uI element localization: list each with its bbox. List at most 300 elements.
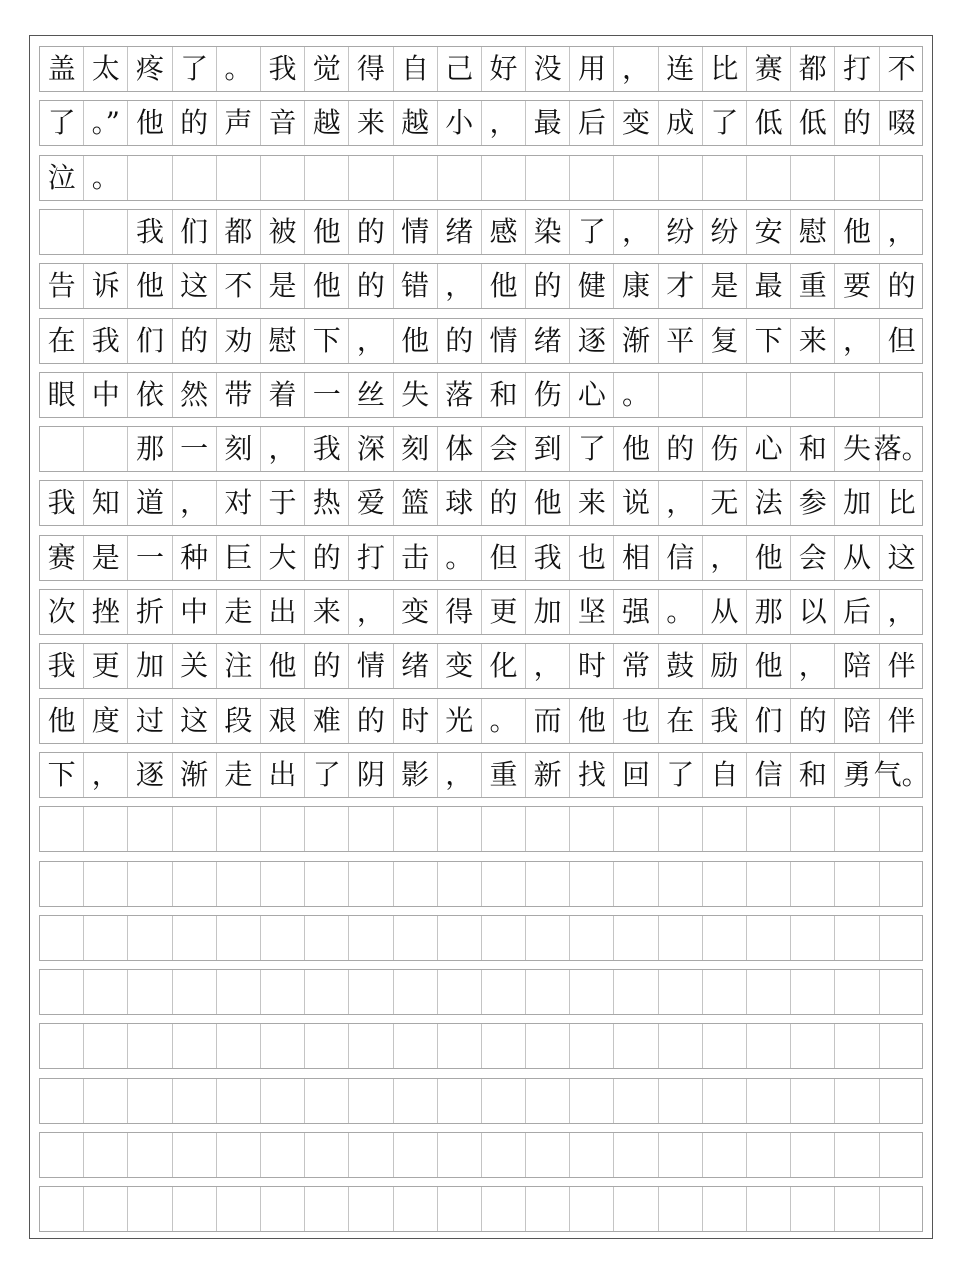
grid-cell xyxy=(482,1133,526,1177)
grid-row xyxy=(39,263,923,309)
grid-cell xyxy=(84,807,128,851)
grid-cell: 啜 xyxy=(887,106,916,140)
grid-cell: 。 xyxy=(438,536,482,580)
grid-cell: 对 xyxy=(217,481,261,525)
grid-cell xyxy=(305,1133,349,1177)
grid-cell xyxy=(84,1187,128,1231)
grid-cell: 的 xyxy=(173,101,217,145)
grid-cell xyxy=(217,1079,261,1123)
grid-cell: 说 xyxy=(614,481,658,525)
grid-cell: 慰 xyxy=(791,210,835,254)
grid-cell: 他 xyxy=(261,644,305,688)
grid-cell: ， xyxy=(261,427,305,471)
grid-cell: 渐 xyxy=(614,319,658,363)
grid-cell: 我 xyxy=(305,427,349,471)
grid-cell: 打 xyxy=(835,47,879,91)
grid-cell: 但 xyxy=(482,536,526,580)
grid-cell: ， xyxy=(438,753,482,797)
grid-cell xyxy=(173,970,217,1014)
grid-cell xyxy=(394,1079,438,1123)
grid-cell: 赛 xyxy=(40,536,84,580)
grid-cell: 不 xyxy=(887,52,916,85)
grid-cell: 低 xyxy=(747,101,791,145)
grid-cell: 影 xyxy=(394,753,438,797)
grid-cell: ， xyxy=(349,590,393,634)
grid-cell xyxy=(880,970,924,1014)
grid-cell: 失 xyxy=(394,373,438,417)
grid-cell xyxy=(217,916,261,960)
grid-cell: 越 xyxy=(305,101,349,145)
grid-row xyxy=(39,535,923,581)
grid-cell xyxy=(614,156,658,200)
grid-cell: 太 xyxy=(84,47,128,91)
grid-cell xyxy=(703,373,747,417)
grid-cell: 伤 xyxy=(526,373,570,417)
grid-cell: 在 xyxy=(40,319,84,363)
grid-cell: 于 xyxy=(261,481,305,525)
grid-cell: 一 xyxy=(128,536,172,580)
grid-cell xyxy=(880,807,924,851)
grid-cell xyxy=(703,156,747,200)
grid-cell: 得 xyxy=(349,47,393,91)
grid-cell xyxy=(173,1079,217,1123)
grid-cell: 丝 xyxy=(349,373,393,417)
grid-cell xyxy=(349,1187,393,1231)
grid-cell xyxy=(791,373,835,417)
grid-cell: 那 xyxy=(128,427,172,471)
grid-cell xyxy=(40,1187,84,1231)
grid-cell xyxy=(526,862,570,906)
grid-cell: 来 xyxy=(349,101,393,145)
grid-cell xyxy=(747,373,791,417)
grid-cell xyxy=(261,1187,305,1231)
grid-cell: 他 xyxy=(526,481,570,525)
grid-cell xyxy=(438,1079,482,1123)
grid-cell xyxy=(703,1024,747,1068)
grid-cell xyxy=(614,1133,658,1177)
grid-cell: 知 xyxy=(84,481,128,525)
grid-cell xyxy=(791,916,835,960)
grid-cell xyxy=(40,1079,84,1123)
grid-cell: 他 xyxy=(40,699,84,743)
grid-cell xyxy=(880,862,924,906)
grid-cell: 的 xyxy=(173,319,217,363)
grid-row xyxy=(39,861,923,907)
grid-cell: 走 xyxy=(217,753,261,797)
grid-cell: 关 xyxy=(173,644,217,688)
grid-row xyxy=(39,100,923,146)
grid-cell: 折 xyxy=(128,590,172,634)
grid-cell: 不 xyxy=(217,264,261,308)
grid-cell: 信 xyxy=(659,536,703,580)
grid-cell xyxy=(659,970,703,1014)
grid-row xyxy=(39,480,923,526)
grid-cell: 篮 xyxy=(394,481,438,525)
grid-cell: 了 xyxy=(570,210,614,254)
grid-row xyxy=(39,1078,923,1124)
grid-cell: 的 xyxy=(349,210,393,254)
grid-cell xyxy=(570,1133,614,1177)
grid-cell: 纷 xyxy=(703,210,747,254)
grid-cell xyxy=(482,862,526,906)
grid-cell: 都 xyxy=(791,47,835,91)
grid-cell: 出 xyxy=(261,590,305,634)
grid-cell: 时 xyxy=(570,644,614,688)
grid-cell: 难 xyxy=(305,699,349,743)
grid-cell: 慰 xyxy=(261,319,305,363)
grid-cell xyxy=(173,807,217,851)
grid-cell xyxy=(659,1133,703,1177)
grid-cell xyxy=(614,1079,658,1123)
grid-cell: 都 xyxy=(217,210,261,254)
grid-cell xyxy=(791,970,835,1014)
grid-cell: 健 xyxy=(570,264,614,308)
grid-cell xyxy=(526,1079,570,1123)
grid-cell: 参 xyxy=(791,481,835,525)
grid-cell: 绪 xyxy=(394,644,438,688)
grid-cell: 比 xyxy=(887,486,916,520)
grid-cell: 。 xyxy=(84,156,128,200)
grid-cell: 注 xyxy=(217,644,261,688)
grid-cell: 打 xyxy=(349,536,393,580)
grid-cell xyxy=(128,916,172,960)
grid-cell: 最 xyxy=(747,264,791,308)
grid-cell: 挫 xyxy=(84,590,128,634)
grid-cell: 和 xyxy=(791,753,835,797)
grid-row xyxy=(39,915,923,961)
grid-cell xyxy=(880,1024,924,1068)
grid-cell: 他 xyxy=(835,210,879,254)
grid-cell: 深 xyxy=(349,427,393,471)
grid-cell: 了 xyxy=(570,427,614,471)
grid-cell: 相 xyxy=(614,536,658,580)
grid-cell: 我 xyxy=(40,644,84,688)
grid-cell: ， xyxy=(438,264,482,308)
grid-cell xyxy=(614,916,658,960)
grid-cell: 音 xyxy=(261,101,305,145)
grid-cell: 找 xyxy=(570,753,614,797)
grid-cell: 心 xyxy=(570,373,614,417)
grid-cell: 击 xyxy=(394,536,438,580)
grid-cell xyxy=(747,1079,791,1123)
grid-cell xyxy=(305,862,349,906)
grid-cell: 疼 xyxy=(128,47,172,91)
grid-cell xyxy=(217,862,261,906)
grid-cell: 和 xyxy=(482,373,526,417)
grid-cell xyxy=(349,1024,393,1068)
grid-cell: 最 xyxy=(526,101,570,145)
grid-cell xyxy=(394,862,438,906)
grid-cell xyxy=(614,1187,658,1231)
grid-cell xyxy=(349,1079,393,1123)
grid-cell: 安 xyxy=(747,210,791,254)
grid-cell: 加 xyxy=(835,481,879,525)
grid-cell xyxy=(835,1079,879,1123)
grid-cell xyxy=(173,916,217,960)
grid-cell: 眼 xyxy=(40,373,84,417)
grid-cell: 的 xyxy=(659,427,703,471)
grid-cell: 低 xyxy=(791,101,835,145)
grid-cell: 这 xyxy=(887,540,916,574)
grid-cell xyxy=(40,1024,84,1068)
grid-cell: 陪 xyxy=(835,699,879,743)
grid-cell: 也 xyxy=(614,699,658,743)
grid-cell: 常 xyxy=(614,644,658,688)
grid-cell xyxy=(880,1133,924,1177)
grid-row xyxy=(39,46,923,92)
grid-cell: 他 xyxy=(305,210,349,254)
grid-cell: ， xyxy=(791,644,835,688)
grid-cell: 刻 xyxy=(394,427,438,471)
grid-cell xyxy=(703,862,747,906)
grid-cell: ， xyxy=(703,536,747,580)
grid-cell xyxy=(173,1024,217,1068)
grid-cell: ， xyxy=(84,753,128,797)
grid-cell xyxy=(747,1024,791,1068)
grid-cell: 。 xyxy=(659,590,703,634)
grid-cell: 坚 xyxy=(570,590,614,634)
grid-cell xyxy=(438,156,482,200)
grid-cell: 他 xyxy=(128,101,172,145)
grid-cell xyxy=(438,807,482,851)
grid-cell: 走 xyxy=(217,590,261,634)
grid-cell: 伴 xyxy=(887,649,916,683)
grid-cell: 过 xyxy=(128,699,172,743)
grid-cell: 自 xyxy=(703,753,747,797)
grid-cell: 无 xyxy=(703,481,747,525)
grid-row xyxy=(39,372,923,418)
grid-cell xyxy=(128,807,172,851)
grid-cell: 他 xyxy=(614,427,658,471)
grid-cell xyxy=(835,156,879,200)
grid-cell xyxy=(305,916,349,960)
grid-cell xyxy=(659,1024,703,1068)
grid-cell: 艰 xyxy=(261,699,305,743)
grid-row xyxy=(39,643,923,689)
grid-cell xyxy=(659,862,703,906)
grid-cell: 的 xyxy=(305,536,349,580)
grid-cell: 他 xyxy=(482,264,526,308)
grid-cell: 错 xyxy=(394,264,438,308)
grid-cell: 了 xyxy=(659,753,703,797)
grid-cell: ， xyxy=(887,214,916,248)
grid-cell xyxy=(835,916,879,960)
grid-cell: 的 xyxy=(438,319,482,363)
grid-cell xyxy=(659,1187,703,1231)
grid-cell: 的 xyxy=(791,699,835,743)
grid-cell xyxy=(438,1187,482,1231)
grid-row xyxy=(39,589,923,635)
grid-cell: 变 xyxy=(438,644,482,688)
grid-cell: 心 xyxy=(747,427,791,471)
grid-cell: ， xyxy=(173,481,217,525)
grid-cell: 来 xyxy=(791,319,835,363)
grid-cell xyxy=(40,427,84,471)
grid-cell: 告 xyxy=(40,264,84,308)
grid-cell xyxy=(747,1133,791,1177)
grid-cell: 重 xyxy=(791,264,835,308)
grid-cell xyxy=(173,1187,217,1231)
grid-cell: 陪 xyxy=(835,644,879,688)
grid-cell: 到 xyxy=(526,427,570,471)
grid-cell xyxy=(526,970,570,1014)
grid-cell xyxy=(438,1133,482,1177)
grid-cell xyxy=(570,1024,614,1068)
grid-cell: 渐 xyxy=(173,753,217,797)
grid-cell xyxy=(128,156,172,200)
grid-cell xyxy=(217,970,261,1014)
grid-cell xyxy=(261,156,305,200)
grid-cell xyxy=(349,1133,393,1177)
grid-cell: 越 xyxy=(394,101,438,145)
grid-cell xyxy=(128,862,172,906)
grid-cell xyxy=(835,807,879,851)
grid-cell: 来 xyxy=(305,590,349,634)
grid-cell: 用 xyxy=(570,47,614,91)
grid-cell: 化 xyxy=(482,644,526,688)
grid-cell: 得 xyxy=(438,590,482,634)
grid-cell: 我 xyxy=(84,319,128,363)
grid-row xyxy=(39,1023,923,1069)
grid-cell: 他 xyxy=(570,699,614,743)
grid-cell: 以 xyxy=(791,590,835,634)
grid-cell: 们 xyxy=(747,699,791,743)
grid-cell: 纷 xyxy=(659,210,703,254)
grid-cell xyxy=(261,970,305,1014)
grid-cell: 情 xyxy=(482,319,526,363)
grid-cell: 那 xyxy=(747,590,791,634)
grid-cell xyxy=(747,916,791,960)
grid-cell xyxy=(40,970,84,1014)
grid-cell xyxy=(526,807,570,851)
grid-cell: 他 xyxy=(747,536,791,580)
grid-cell xyxy=(482,916,526,960)
grid-cell xyxy=(835,1024,879,1068)
grid-cell: 的 xyxy=(305,644,349,688)
grid-cell xyxy=(791,862,835,906)
grid-cell xyxy=(305,156,349,200)
grid-cell xyxy=(128,1024,172,1068)
grid-cell: 强 xyxy=(614,590,658,634)
grid-cell xyxy=(791,1079,835,1123)
grid-cell xyxy=(349,807,393,851)
grid-cell: 我 xyxy=(128,210,172,254)
grid-cell: 逐 xyxy=(128,753,172,797)
grid-cell: 勇 xyxy=(835,753,879,797)
grid-cell xyxy=(570,1079,614,1123)
grid-cell xyxy=(394,156,438,200)
grid-cell xyxy=(614,862,658,906)
grid-cell: 声 xyxy=(217,101,261,145)
grid-cell xyxy=(261,1079,305,1123)
grid-cell xyxy=(482,807,526,851)
grid-cell: 的 xyxy=(835,101,879,145)
grid-cell: 们 xyxy=(173,210,217,254)
grid-cell xyxy=(217,1024,261,1068)
grid-cell xyxy=(394,1187,438,1231)
grid-cell: 会 xyxy=(791,536,835,580)
grid-cell: 加 xyxy=(128,644,172,688)
grid-cell xyxy=(173,1133,217,1177)
grid-cell: ， xyxy=(835,319,879,363)
grid-cell: 会 xyxy=(482,427,526,471)
grid-cell xyxy=(84,1133,128,1177)
grid-cell: 时 xyxy=(394,699,438,743)
grid-cell xyxy=(835,1133,879,1177)
grid-cell: 段 xyxy=(217,699,261,743)
grid-cell xyxy=(703,916,747,960)
grid-row xyxy=(39,1186,923,1232)
grid-row xyxy=(39,209,923,255)
grid-cell: 赛 xyxy=(747,47,791,91)
grid-cell: 带 xyxy=(217,373,261,417)
grid-cell: 觉 xyxy=(305,47,349,91)
grid-cell: 。 xyxy=(614,373,658,417)
grid-cell xyxy=(526,156,570,200)
grid-cell: 伴 xyxy=(887,703,916,737)
grid-cell: 鼓 xyxy=(659,644,703,688)
grid-cell: 阴 xyxy=(349,753,393,797)
grid-cell: 和 xyxy=(791,427,835,471)
grid-cell xyxy=(438,970,482,1014)
grid-cell xyxy=(791,1187,835,1231)
grid-cell xyxy=(835,373,879,417)
grid-cell: 盖 xyxy=(40,47,84,91)
grid-cell: 气。 xyxy=(873,757,930,791)
grid-cell: 染 xyxy=(526,210,570,254)
grid-cell: 变 xyxy=(614,101,658,145)
grid-cell: 泣 xyxy=(40,156,84,200)
grid-cell xyxy=(659,916,703,960)
grid-cell: ， xyxy=(659,481,703,525)
grid-cell: 信 xyxy=(747,753,791,797)
grid-cell xyxy=(261,1024,305,1068)
grid-cell xyxy=(570,862,614,906)
grid-cell xyxy=(305,807,349,851)
grid-cell xyxy=(835,970,879,1014)
grid-cell: 。” xyxy=(84,101,128,145)
grid-cell xyxy=(791,156,835,200)
grid-cell xyxy=(173,862,217,906)
grid-cell: 回 xyxy=(614,753,658,797)
grid-cell: 来 xyxy=(570,481,614,525)
grid-cell: 好 xyxy=(482,47,526,91)
grid-cell xyxy=(880,916,924,960)
grid-cell: 劝 xyxy=(217,319,261,363)
grid-cell xyxy=(526,1187,570,1231)
grid-cell xyxy=(614,807,658,851)
grid-cell: 新 xyxy=(526,753,570,797)
grid-cell xyxy=(703,807,747,851)
grid-cell: 要 xyxy=(835,264,879,308)
grid-cell xyxy=(482,1079,526,1123)
grid-cell: 是 xyxy=(703,264,747,308)
grid-cell: 他 xyxy=(394,319,438,363)
grid-cell xyxy=(747,970,791,1014)
grid-cell: 了 xyxy=(173,47,217,91)
grid-cell: 成 xyxy=(659,101,703,145)
grid-cell xyxy=(261,1133,305,1177)
grid-cell: 下 xyxy=(747,319,791,363)
grid-cell: 后 xyxy=(570,101,614,145)
grid-cell: 我 xyxy=(526,536,570,580)
grid-cell xyxy=(349,970,393,1014)
grid-cell: ， xyxy=(887,595,916,628)
grid-cell xyxy=(747,862,791,906)
grid-cell xyxy=(40,807,84,851)
grid-cell: 变 xyxy=(394,590,438,634)
grid-cell: 他 xyxy=(747,644,791,688)
